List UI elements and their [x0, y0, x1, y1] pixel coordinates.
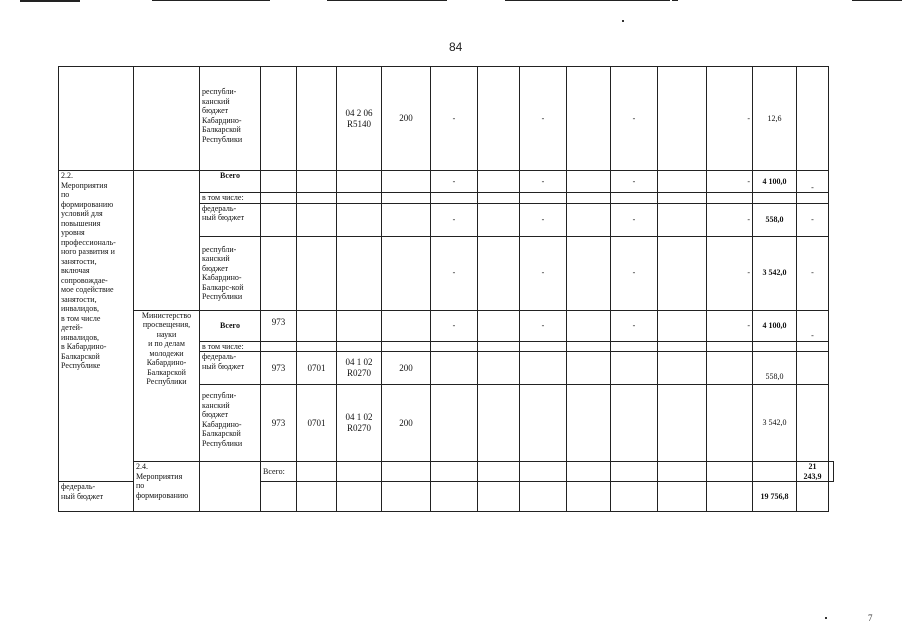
total-cell: 558,0	[753, 352, 797, 385]
top-rule-1	[20, 0, 80, 2]
source-cell: Всего	[200, 171, 261, 193]
dash-cell: -	[520, 236, 567, 310]
dash-cell: -	[520, 203, 567, 236]
total-cell: 3 542,0	[753, 385, 797, 462]
dash-cell: -	[611, 236, 658, 310]
dash-cell: -	[611, 203, 658, 236]
source-cell: в том числе:	[200, 341, 261, 352]
top-rule-6	[852, 0, 902, 1]
top-rule-5	[672, 0, 678, 1]
total-cell: 21 243,9	[797, 462, 829, 482]
grbs-cell: 973	[261, 385, 297, 462]
dash-cell: -	[707, 171, 753, 193]
dash-cell: -	[797, 171, 829, 193]
page-number: 84	[449, 40, 463, 54]
scan-speck-2	[825, 617, 827, 619]
source-cell: республи- канский бюджет Кабардино- Балкарской Республики	[200, 67, 261, 171]
source-cell: в том числе:	[200, 193, 261, 204]
source-cell: федераль- ный бюджет	[200, 203, 261, 236]
total-cell: 4 100,0	[753, 310, 797, 341]
source-cell: Всего:	[261, 462, 297, 482]
dash-cell: -	[520, 310, 567, 341]
total-cell: 12,6	[753, 67, 797, 171]
dash-cell: -	[797, 236, 829, 310]
dash-cell: -	[707, 236, 753, 310]
scan-speck	[622, 20, 624, 22]
dash-cell: -	[431, 67, 478, 171]
corner-mark: 7	[868, 613, 873, 623]
empty-cell	[134, 67, 200, 171]
table-row	[59, 171, 834, 193]
dash-cell: -	[431, 171, 478, 193]
source-cell: федераль- ный бюджет	[200, 352, 261, 385]
source-cell: федераль- ный бюджет	[59, 482, 134, 512]
total-cell: 558,0	[753, 203, 797, 236]
rzpr-cell: 0701	[297, 385, 337, 462]
kbk-cell: 04 1 02 R0270	[337, 352, 382, 385]
dash-cell: -	[520, 67, 567, 171]
dash-cell: -	[520, 171, 567, 193]
empty-cell	[59, 67, 134, 171]
budget-table	[58, 66, 834, 512]
total-cell: 19 756,8	[753, 482, 797, 512]
empty-cell	[134, 171, 200, 311]
vr-cell: 200	[382, 352, 431, 385]
vr-cell: 200	[382, 67, 431, 171]
table-row	[59, 67, 834, 171]
source-cell: Всего	[200, 310, 261, 341]
dash-cell: -	[707, 67, 753, 171]
total-cell: 4 100,0	[753, 171, 797, 193]
dash-cell: -	[707, 310, 753, 341]
ministry-label: Министерство просвещения, науки и по делам молодежи Кабардино- Балкарской Республики	[134, 310, 200, 462]
total-cell: 3 542,0	[753, 236, 797, 310]
source-cell: республи- канский бюджет Кабардино- Балкарской Республики	[200, 385, 261, 462]
dash-cell: -	[611, 171, 658, 193]
top-rule-3	[327, 0, 447, 1]
dash-cell: -	[431, 236, 478, 310]
dash-cell: -	[797, 203, 829, 236]
source-cell: республи- канский бюджет Кабардино- Балкарс-кой Республики	[200, 236, 261, 310]
dash-cell: -	[611, 67, 658, 171]
dash-cell: -	[707, 203, 753, 236]
kbk-cell: 04 2 06 R5140	[337, 67, 382, 171]
table-row	[59, 462, 834, 482]
grbs-cell: 973	[261, 310, 297, 341]
top-rule-4	[505, 0, 670, 1]
empty-cell	[200, 462, 261, 512]
rzpr-cell: 0701	[297, 352, 337, 385]
kbk-cell: 04 1 02 R0270	[337, 385, 382, 462]
top-rule-2	[152, 0, 270, 1]
section-label: 2.2. Мероприятия по формированию условий для повышения уровня профессиональ- ного развития и занятости, включая сопровождае- мое содействие занятости, инвалидов, в том числе детей- инвалидов, в Кабардино- Балкарской Республике	[59, 171, 134, 482]
dash-cell: -	[797, 310, 829, 341]
table-row	[59, 310, 834, 341]
dash-cell: -	[611, 310, 658, 341]
grbs-cell: 973	[261, 352, 297, 385]
dash-cell: -	[431, 203, 478, 236]
section-label: 2.4. Мероприятия по формированию	[134, 462, 200, 512]
dash-cell: -	[431, 310, 478, 341]
vr-cell: 200	[382, 385, 431, 462]
